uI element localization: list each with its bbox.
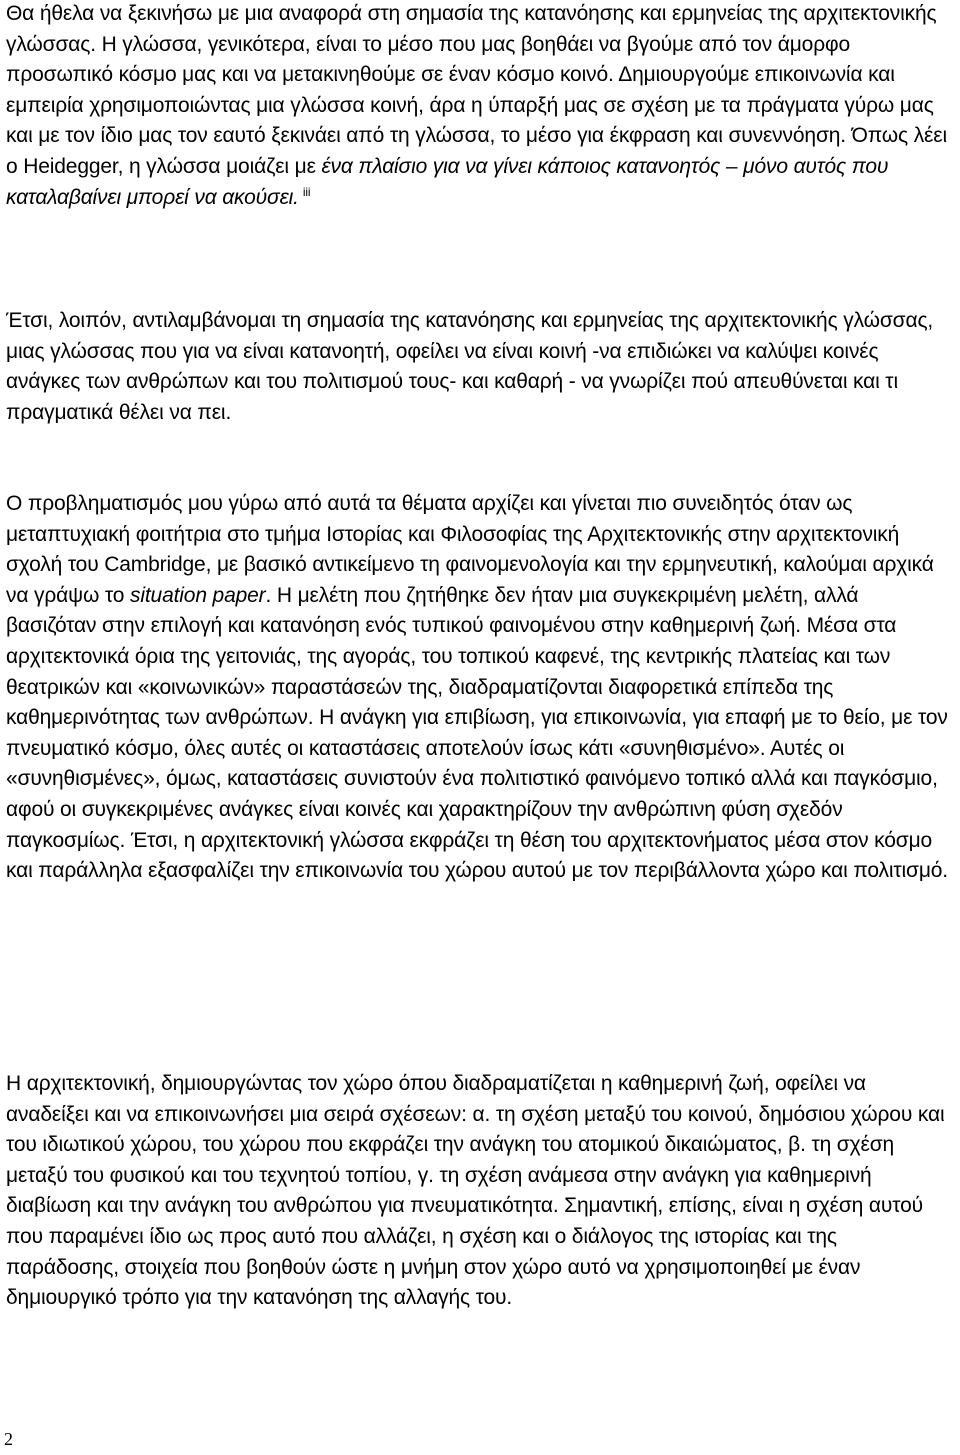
situation-paper-term: situation paper	[129, 583, 266, 607]
paragraph-4: Η αρχιτεκτονική, δημιουργώντας τον χώρο όπου διαδραματίζεται η καθημερινή ζωή, οφείλει να αναδείξει και να επικοινωνήσει μια σειρά σχέσεων: α. τη σχέση μεταξύ του κοινού, δημόσιου χώρου και του ιδιωτικού χώρου, του χώρου που εκφράζει την ανάγκη του ατομικού δικαιώματος, β. τη σχέση μεταξύ του φυσικού και του τεχνητού τοπίου, γ. τη σχέση ανάμεσα στην ανάγκη για καθημερινή διαβίωση και την ανάγκη του ανθρώπου για πνευματικότητα. Σημαντική, επίσης, είναι η σχέση αυτού που παραμένει ίδιο ως προς αυτό που αλλάζει, η σχέση και ο διάλογος της ιστορίας και της παράδοσης, στοιχεία που βοηθούν ώστε η μνήμη στον χώρο αυτό να χρησιμοποιηθεί με έναν δημιουργικό τρόπο για την κατανόηση της αλλαγής του.	[6, 1072, 945, 1310]
paragraph-2: Έτσι, λοιπόν, αντιλαμβάνομαι τη σημασία της κατανόησης και ερμηνείας της αρχιτεκτονικής γλώσσας, μιας γλώσσας που για να είναι κατανοητή, οφείλει να είναι κοινή -να επιδιώκει να καλύψει κοινές ανάγκες των ανθρώπων και του πολιτισμού τους- και καθαρή - να γνωρίζει πού απευθύνεται και τι πραγματικά θέλει να πει.	[6, 309, 934, 424]
paragraph-1-text: Θα ήθελα να ξεκινήσω με μια αναφορά στη σημασία της κατανόησης και ερμηνείας της αρχιτεκτονικής γλώσσας. Η γλώσσα, γενικότερα, είναι το μέσο που μας βοηθάει να βγούμε από τον άμορφο προσωπικό κόσμο μας και να μετακινηθούμε σε έναν κόσμο κοινό. Δημιουργούμε επικοινωνία και εμπειρία χρησιμοποιώντας μια γλώσσα κοινή, άρα η ύπαρξή μας σε σχέση με τα πράγματα γύρω μας και με τον ίδιο μας τον εαυτό ξεκινάει από τη γλώσσα, το μέσο για έκφραση και συνεννόηση. Όπως λέει ο Heidegger, η γλώσσα μοιάζει με	[6, 2, 947, 178]
paragraph-3	[6, 489, 954, 887]
paragraph-1	[6, 0, 954, 213]
paragraph-3-text-a: Ο προβληματισμός μου γύρω από αυτά τα θέματα αρχίζει και γίνεται πιο συνειδητός όταν ως μεταπτυχιακή φοιτήτρια στο τμήμα Ιστορίας και Φιλοσοφίας της Αρχιτεκτονικής στην αρχιτεκτονική σχολή του Cambridge, με βασικό αντικείμενο τη φαινομενολογία και την ερμηνευτική, καλούμαι αρχικά να γράψω το	[6, 492, 934, 607]
heidegger-quote: ένα πλαίσιο για να γίνει κάποιος κατανοητός – μόνο αυτός που καταλαβαίνει μπορεί να ακούσει.	[6, 154, 889, 209]
endnote-reference[interactable]: iii	[302, 184, 311, 199]
page-number: 2	[4, 1429, 13, 1449]
paragraph-3-text-b: . Η μελέτη που ζητήθηκε δεν ήταν μια συγκεκριμένη μελέτη, αλλά βασιζόταν στην επιλογή και κατανόηση ενός τυπικού φαινομένου στην καθημερινή ζωή. Μέσα στα αρχιτεκτονικά όρια της γειτονιάς, της αγοράς, του τοπικού καφενέ, της κεντρικής πλατείας και των θεατρικών και «κοινωνικών» παραστάσεών της, διαδραματίζονται διαφορετικά επίπεδα της καθημερινότητας των ανθρώπων. Η ανάγκη για επιβίωση, για επικοινωνία, για επαφή με το θείο, με τον πνευματικό κόσμο, όλες αυτές οι καταστάσεις αποτελούν ίσως κάτι «συνηθισμένο». Αυτές οι «συνηθισμένες», όμως, καταστάσεις συνιστούν ένα πολιτιστικό φαινόμενο τοπικό αλλά και παγκόσμιο, αφού οι συγκεκριμένες ανάγκες είναι κοινές και χαρακτηρίζουν την ανθρώπινη φύση σχεδόν παγκοσμίως. Έτσι, η αρχιτεκτονική γλώσσα εκφράζει τη θέση του αρχιτεκτονήματος μέσα στον κόσμο και παράλληλα εξασφαλίζει την επικοινωνία του χώρου αυτού με τον περιβάλλοντα χώρο και πολιτισμό.	[6, 583, 948, 883]
